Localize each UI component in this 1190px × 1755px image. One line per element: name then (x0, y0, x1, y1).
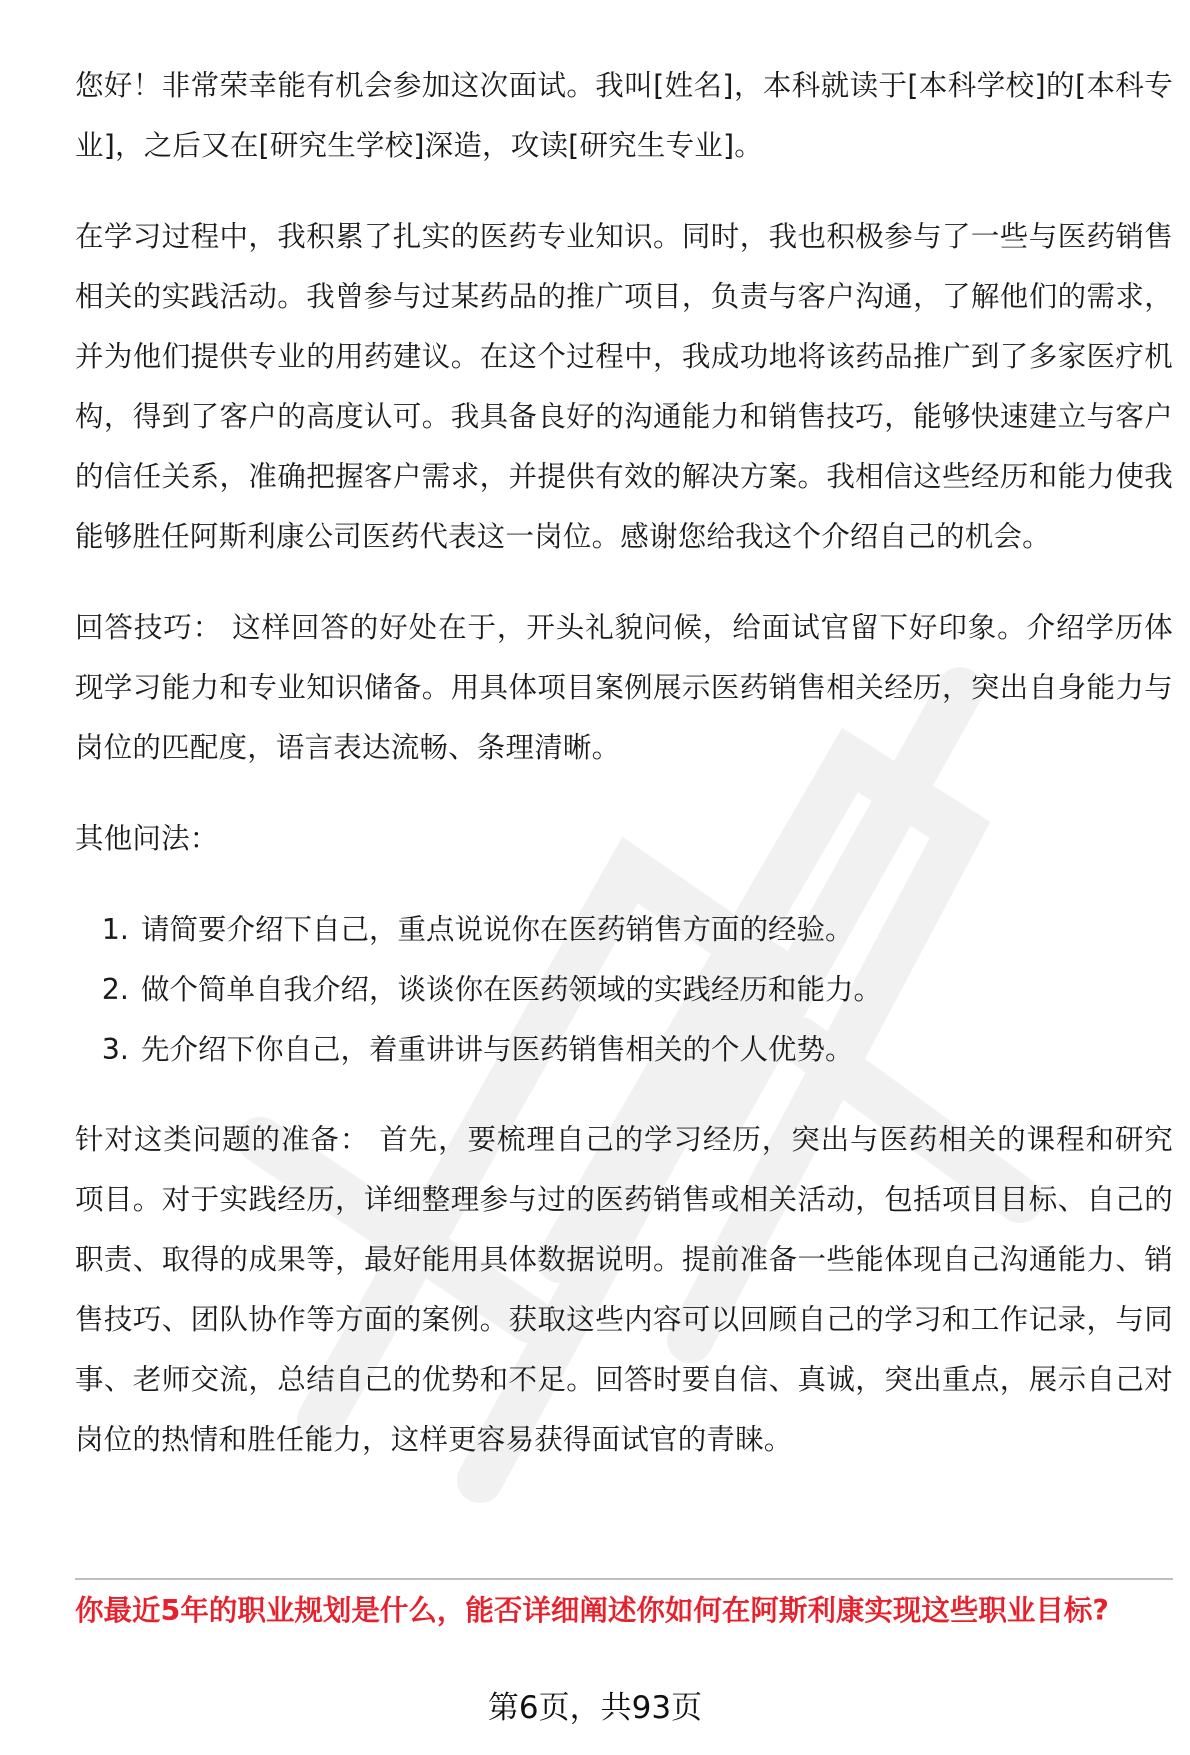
list-item-number: 2. (101, 973, 129, 1006)
list-item-number: 3. (101, 1033, 129, 1066)
other-questions-list (75, 900, 1173, 1080)
next-question-heading: 你最近5年的职业规划是什么，能否详细阐述你如何在阿斯利康实现这些职业目标? (75, 1594, 1109, 1627)
tips-paragraph: 回答技巧： 这样回答的好处在于，开头礼貌问候，给面试官留下好印象。介绍学历体现学习能力和专业知识储备。用具体项目案例展示医药销售相关经历，突出自身能力与岗位的匹配度，语言表达流畅、条理清晰。 (75, 611, 1173, 764)
list-item (75, 960, 1173, 1020)
preparation-paragraph: 针对这类问题的准备： 首先，要梳理自己的学习经历，突出与医药相关的课程和研究项目。对于实践经历，详细整理参与过的医药销售或相关活动，包括项目目标、自己的职责、取得的成果等，最好能用具体数据说明。提前准备一些能体现自己沟通能力、销售技巧、团队协作等方面的案例。获取这些内容可以回顾自己的学习和工作记录，与同事、老师交流，总结自己的优势和不足。回答时要自信、真诚，突出重点，展示自己对岗位的热情和胜任能力，这样更容易获得面试官的青睐。 (75, 1123, 1173, 1456)
list-item-number: 1. (101, 913, 129, 946)
list-item (75, 900, 1173, 960)
other-questions-heading: 其他问法： (75, 822, 219, 855)
experience-paragraph: 在学习过程中，我积累了扎实的医药专业知识。同时，我也积极参与了一些与医药销售相关的实践活动。我曾参与过某药品的推广项目，负责与客户沟通，了解他们的需求，并为他们提供专业的用药建议。在这个过程中，我成功地将该药品推广到了多家医疗机构，得到了客户的高度认可。我具备良好的沟通能力和销售技巧，能够快速建立与客户的信任关系，准确把握客户需求，并提供有效的解决方案。我相信这些经历和能力使我能够胜任阿斯利康公司医药代表这一岗位。感谢您给我这个介绍自己的机会。 (75, 220, 1173, 553)
list-item (75, 1020, 1173, 1080)
page-number: 第6页，共93页 (487, 1690, 703, 1726)
section-divider (75, 1578, 1173, 1580)
list-item-text: 做个简单自我介绍，谈谈你在医药领域的实践经历和能力。 (141, 973, 883, 1006)
main-content (75, 56, 1173, 1501)
intro-paragraph: 您好！非常荣幸能有机会参加这次面试。我叫[姓名]，本科就读于[本科学校]的[本科专业]，之后又在[研究生学校]深造，攻读[研究生专业]。 (75, 69, 1173, 162)
list-item-text: 先介绍下你自己，着重讲讲与医药销售相关的个人优势。 (141, 1033, 854, 1066)
list-item-text: 请简要介绍下自己，重点说说你在医药销售方面的经验。 (141, 913, 854, 946)
